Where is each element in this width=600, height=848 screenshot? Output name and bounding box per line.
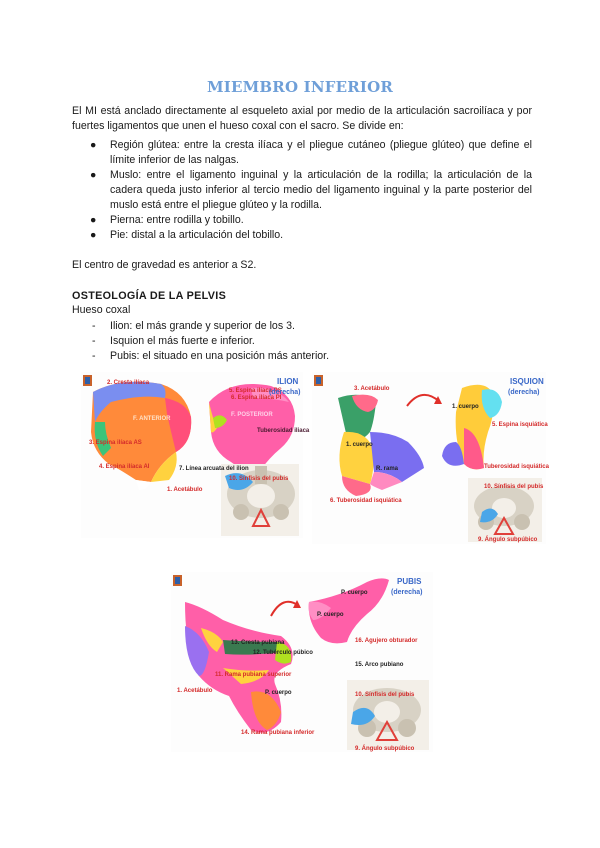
ilion-f-posterior: F. POSTERIOR [231,412,273,418]
section-heading: OSTEOLOGÍA DE LA PELVIS [72,290,227,302]
pubis-figure [171,572,433,752]
ilion-label-2: 2. Cresta ilíaca [107,380,150,386]
isquion-side: (derecha) [508,389,540,396]
bone-parts-list [72,319,532,364]
subheading: Hueso coxal [72,304,131,316]
pubis-side: (derecha) [391,589,423,596]
ilion-label-3: 3. Espina ilíaca AS [89,440,142,446]
part-pubis: Pubis: el situado en una posición más anterior. [110,350,330,362]
pubis-symphysis: 10. Sínfisis del pubis [355,692,415,698]
part-isquion: Isquion el más fuerte e inferior. [110,335,255,347]
ilion-label-1: 1. Acetábulo [167,487,203,493]
list-item: - Pubis: el situado en una posición más anterior. [92,350,330,362]
list-item: - Isquion el más fuerte e inferior. [92,335,255,347]
pubis-inferior-ramus: 14. Rama pubiana inferior [241,730,315,736]
isquion-tuberosity: 6. Tuberosidad isquiática [330,498,402,504]
isquion-title: ISQUION [510,377,544,386]
isquion-subpubic-angle: 9. Ángulo subpúbico [478,537,538,543]
list-item: ● Muslo: entre el ligamento inguinal y la articulación de la rodilla; la articulación de la cadera queda justo inferior al tercio medio del ligamento inguinal y la parte posterior del muslo está entre el pliegue glúteo y la rodilla. [90,169,532,211]
isquion-label-1b: 1. cuerpo [452,404,479,410]
pubis-subpubic-angle: 9. Ángulo subpúbico [355,746,415,752]
pubis-body: P. cuerpo [265,690,292,696]
list-item: ● Pierna: entre rodilla y tobillo. [90,214,244,226]
list-item: ● Región glútea: entre la cresta ilíaca y el pliegue cutáneo (pliegue glúteo) que define el límite inferior de las nalgas. [90,139,532,166]
pubis-crest: 13. Cresta pubiana [231,640,285,646]
isquion-ramus: R. rama [376,466,399,472]
ilion-side: (derecha) [269,389,301,396]
isquion-label-1: 1. cuerpo [346,442,373,448]
isquion-symphysis: 10. Sínfisis del pubis [484,484,544,490]
list-item: - Ilion: el más grande y superior de los 3. [92,320,295,332]
pubis-acetabulum: 1. Acetábulo [177,688,213,694]
ilion-label-6: 6. Espina ilíaca PI [231,395,282,401]
pubis-title: PUBIS [397,577,422,586]
intro-paragraph: El MI está anclado directamente al esqueleto axial por medio de la articulación sacroilíaca y por fuertes ligamentos que unen el hueso coxal con el sacro. Se divide en: [72,105,532,132]
pubis-superior-ramus: 11. Rama pubiana superior [215,672,292,678]
region-thigh: Muslo: entre el ligamento inguinal y la articulación de la rodilla; la articulación de la cadera queda justo inferior al tercio medio del ligamento inguinal y la parte posterior del muslo está entre el pliegue glúteo y la rodilla. [110,169,532,211]
ilion-label-10: 10. Sínfisis del pubis [229,476,289,482]
regions-list [72,138,532,243]
region-leg: Pierna: entre rodilla y tobillo. [110,214,244,226]
region-gluteal: Región glútea: entre la cresta ilíaca y el pliegue cutáneo (pliegue glúteo) que define el límite inferior de las nalgas. [110,139,532,166]
isquion-spine: 5. Espina isquiática [492,422,548,428]
pubis-tubercle: 12. Tubérculo púbico [253,650,313,656]
ilion-label-4: 4. Espina ilíaca AI [99,464,150,470]
pubis-body-top: P. cuerpo [341,590,368,596]
pubis-obturator-foramen: 16. Agujero obturador [355,638,418,644]
region-foot: Pie: distal a la articulación del tobillo. [110,229,284,241]
pubis-body-right: P. cuerpo [317,612,344,618]
ilion-label-5: 5. Espina ilíaca PS [229,388,282,394]
ilion-label-7: 7. Línea arcuata del ilion [179,466,249,472]
ilion-figure [81,372,310,538]
isquion-figure [312,372,549,544]
part-ilion: Ilion: el más grande y superior de los 3. [110,320,295,332]
isquion-tuberosity-right: Tuberosidad isquiática [484,464,549,470]
ilion-f-anterior: F. ANTERIOR [133,416,171,422]
page-title: MIEMBRO INFERIOR [206,78,394,96]
list-item: ● Pie: distal a la articulación del tobillo. [90,229,284,241]
ilion-title: ILION [277,377,299,386]
pubis-arch: 15. Arco pubiano [355,662,404,668]
gravity-paragraph: El centro de gravedad es anterior a S2. [72,259,257,271]
isquion-label-3: 3. Acetábulo [354,386,390,392]
ilion-tuberosity: Tuberosidad iliaca [257,428,310,434]
